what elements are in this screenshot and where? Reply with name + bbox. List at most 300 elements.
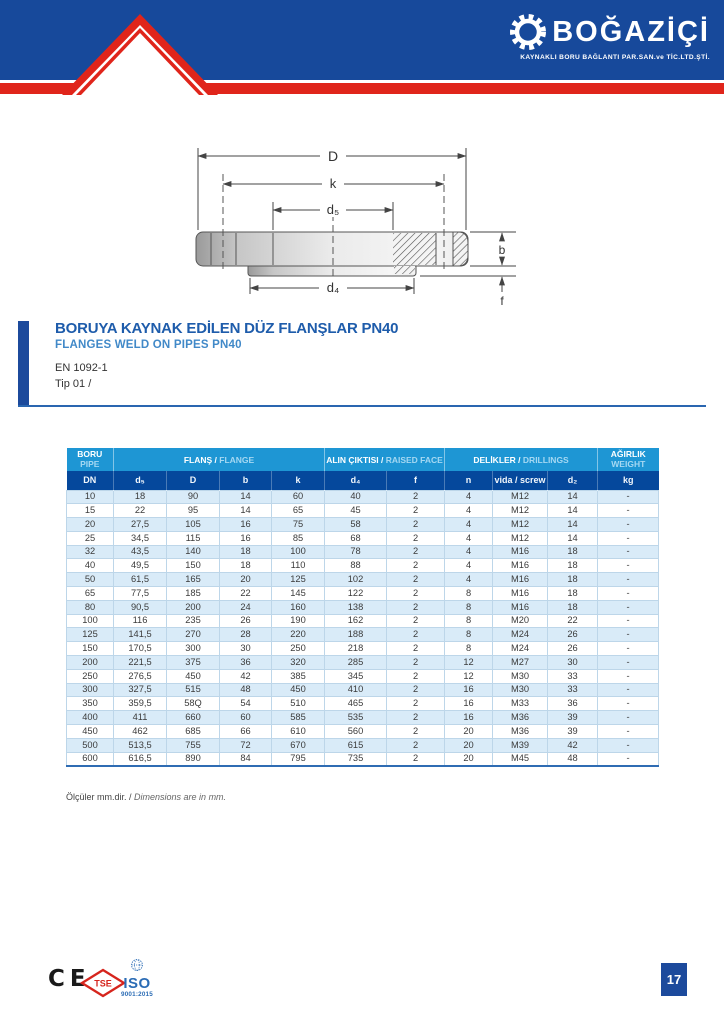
table-cell: 72	[220, 738, 272, 752]
table-cell: -	[598, 600, 659, 614]
flange-drawing-svg	[168, 126, 528, 311]
table-cell: 20	[445, 752, 493, 766]
table-cell: 54	[220, 697, 272, 711]
table-cell: -	[598, 697, 659, 711]
table-cell: 24	[220, 600, 272, 614]
table-cell: 20	[445, 725, 493, 739]
table-cell: -	[598, 573, 659, 587]
table-cell: 2	[387, 656, 445, 670]
table-row	[67, 504, 659, 518]
table-cell: 102	[325, 573, 387, 587]
table-cell: 95	[167, 504, 220, 518]
table-cell: M20	[493, 614, 548, 628]
table-cell: M12	[493, 504, 548, 518]
column-header: f	[387, 471, 445, 490]
table-cell: 12	[445, 669, 493, 683]
ce-mark-icon: CE	[48, 966, 91, 992]
table-cell: 450	[167, 669, 220, 683]
group-label-en: PIPE	[80, 458, 100, 469]
table-group-header-row	[67, 448, 659, 471]
table-cell: M16	[493, 600, 548, 614]
table-cell: M36	[493, 725, 548, 739]
table-cell: 105	[167, 518, 220, 532]
table-cell: 2	[387, 683, 445, 697]
table-cell: 276,5	[114, 669, 167, 683]
table-cell: M30	[493, 683, 548, 697]
table-cell: -	[598, 545, 659, 559]
table-row	[67, 490, 659, 504]
column-header: D	[167, 471, 220, 490]
table-cell: 75	[272, 518, 325, 532]
dim-label-D: D	[327, 148, 339, 164]
table-cell: 100	[67, 614, 114, 628]
table-cell: 2	[387, 600, 445, 614]
table-cell: -	[598, 738, 659, 752]
table-cell: -	[598, 725, 659, 739]
table-cell: -	[598, 642, 659, 656]
table-cell: 58Q	[167, 697, 220, 711]
table-cell: 2	[387, 738, 445, 752]
table-cell: 300	[67, 683, 114, 697]
table-cell: 162	[325, 614, 387, 628]
table-cell: 18	[548, 573, 598, 587]
table-cell: 385	[272, 669, 325, 683]
table-cell: 510	[272, 697, 325, 711]
table-row	[67, 725, 659, 739]
table-cell: -	[598, 518, 659, 532]
table-cell: 49,5	[114, 559, 167, 573]
table-row	[67, 545, 659, 559]
column-header: b	[220, 471, 272, 490]
table-cell: 60	[272, 490, 325, 504]
table-cell: 90	[167, 490, 220, 504]
table-cell: -	[598, 656, 659, 670]
standard-ref: EN 1092-1	[55, 362, 108, 374]
group-header-drillings	[445, 448, 598, 471]
table-cell: 795	[272, 752, 325, 766]
table-cell: 16	[220, 531, 272, 545]
column-header: d₅	[114, 471, 167, 490]
table-cell: 185	[167, 587, 220, 601]
table-cell: 2	[387, 504, 445, 518]
table-cell: 221,5	[114, 656, 167, 670]
table-cell: 65	[272, 504, 325, 518]
table-cell: 450	[272, 683, 325, 697]
page-number-badge: 17	[661, 963, 687, 996]
table-cell: 4	[445, 490, 493, 504]
group-label-en: RAISED FACE	[385, 454, 443, 465]
table-cell: 68	[325, 531, 387, 545]
table-cell: 39	[548, 711, 598, 725]
table-cell: 18	[548, 559, 598, 573]
table-cell: 500	[67, 738, 114, 752]
table-cell: 125	[272, 573, 325, 587]
table-cell: 14	[220, 490, 272, 504]
table-cell: -	[598, 628, 659, 642]
table-cell: 36	[548, 697, 598, 711]
title-accent-bar	[18, 321, 29, 407]
table-cell: 2	[387, 642, 445, 656]
table-cell: 18	[548, 545, 598, 559]
table-cell: 250	[272, 642, 325, 656]
table-cell: 40	[67, 559, 114, 573]
table-cell: 32	[67, 545, 114, 559]
table-cell: 285	[325, 656, 387, 670]
table-cell: 33	[548, 669, 598, 683]
table-cell: 34,5	[114, 531, 167, 545]
table-cell: 22	[548, 614, 598, 628]
dim-label-d4: d₄	[326, 280, 340, 295]
table-cell: 20	[445, 738, 493, 752]
table-cell: 27,5	[114, 518, 167, 532]
globe-icon	[129, 959, 145, 971]
table-cell: 410	[325, 683, 387, 697]
table-cell: 28	[220, 628, 272, 642]
table-cell: 140	[167, 545, 220, 559]
table-cell: 890	[167, 752, 220, 766]
table-cell: 85	[272, 531, 325, 545]
table-cell: M16	[493, 573, 548, 587]
table-row	[67, 518, 659, 532]
table-cell: M27	[493, 656, 548, 670]
table-cell: 141,5	[114, 628, 167, 642]
table-cell: 755	[167, 738, 220, 752]
table-cell: 42	[220, 669, 272, 683]
group-header-weight	[598, 448, 659, 471]
table-cell: 30	[220, 642, 272, 656]
table-cell: 8	[445, 600, 493, 614]
group-header-flange	[114, 448, 325, 471]
table-row	[67, 683, 659, 697]
table-cell: 8	[445, 587, 493, 601]
table-cell: M12	[493, 490, 548, 504]
table-cell: 250	[67, 669, 114, 683]
table-cell: 18	[548, 587, 598, 601]
table-cell: 18	[114, 490, 167, 504]
table-cell: 320	[272, 656, 325, 670]
table-cell: 14	[220, 504, 272, 518]
table-cell: 90,5	[114, 600, 167, 614]
table-cell: 270	[167, 628, 220, 642]
table-cell: 2	[387, 752, 445, 766]
table-row	[67, 697, 659, 711]
table-cell: M30	[493, 669, 548, 683]
table-cell: 2	[387, 614, 445, 628]
table-cell: 122	[325, 587, 387, 601]
table-cell: 345	[325, 669, 387, 683]
group-label-en: DRILLINGS	[522, 454, 569, 465]
group-label-tr: BORU	[77, 448, 103, 459]
group-header-pipe	[67, 448, 114, 471]
table-cell: 150	[67, 642, 114, 656]
table-row	[67, 669, 659, 683]
iso-logo	[115, 958, 159, 998]
table-cell: 2	[387, 545, 445, 559]
table-cell: 65	[67, 587, 114, 601]
table-cell: 40	[325, 490, 387, 504]
table-cell: 22	[114, 504, 167, 518]
table-cell: 4	[445, 518, 493, 532]
table-cell: 145	[272, 587, 325, 601]
table-cell: 33	[548, 683, 598, 697]
table-cell: 165	[167, 573, 220, 587]
table-cell: 359,5	[114, 697, 167, 711]
table-cell: 18	[220, 559, 272, 573]
table-cell: 610	[272, 725, 325, 739]
table-cell: M24	[493, 628, 548, 642]
table-cell: 685	[167, 725, 220, 739]
table-cell: 8	[445, 614, 493, 628]
company-logo	[442, 12, 710, 76]
table-cell: 160	[272, 600, 325, 614]
table-cell: M16	[493, 545, 548, 559]
table-cell: 10	[67, 490, 114, 504]
table-cell: 170,5	[114, 642, 167, 656]
table-cell: 15	[67, 504, 114, 518]
table-cell: 110	[272, 559, 325, 573]
table-cell: 465	[325, 697, 387, 711]
table-cell: 4	[445, 573, 493, 587]
table-cell: 2	[387, 559, 445, 573]
table-cell: 560	[325, 725, 387, 739]
table-cell: 66	[220, 725, 272, 739]
logo-tagline: KAYNAKLI BORU BAĞLANTI PAR.SAN.ve TİC.LTD.ŞTİ.	[520, 54, 710, 61]
table-cell: 735	[325, 752, 387, 766]
table-cell: 8	[445, 642, 493, 656]
header-banner	[0, 0, 724, 95]
group-label-tr: ALIN ÇIKTISI /	[326, 454, 384, 465]
table-cell: M39	[493, 738, 548, 752]
group-label-tr: FLANŞ /	[183, 454, 217, 465]
table-cell: -	[598, 490, 659, 504]
table-cell: 513,5	[114, 738, 167, 752]
page-title: BORUYA KAYNAK EDİLEN DÜZ FLANŞLAR PN40	[55, 320, 399, 337]
table-cell: M16	[493, 587, 548, 601]
tse-label: TSE	[94, 978, 112, 989]
table-cell: -	[598, 752, 659, 766]
type-ref: Tip 01 /	[55, 378, 92, 390]
table-cell: -	[598, 559, 659, 573]
table-row	[67, 559, 659, 573]
table-cell: 218	[325, 642, 387, 656]
dim-label-b: b	[498, 243, 506, 257]
table-cell: 200	[167, 600, 220, 614]
table-cell: 77,5	[114, 587, 167, 601]
table-cell: 26	[548, 642, 598, 656]
table-cell: 39	[548, 725, 598, 739]
table-cell: 200	[67, 656, 114, 670]
table-row	[67, 642, 659, 656]
table-cell: 535	[325, 711, 387, 725]
table-cell: 450	[67, 725, 114, 739]
table-cell: 60	[220, 711, 272, 725]
table-row	[67, 531, 659, 545]
table-cell: 125	[67, 628, 114, 642]
table-row	[67, 573, 659, 587]
table-cell: 43,5	[114, 545, 167, 559]
table-cell: 411	[114, 711, 167, 725]
column-header: n	[445, 471, 493, 490]
table-cell: 150	[167, 559, 220, 573]
table-cell: 2	[387, 711, 445, 725]
table-cell: 100	[272, 545, 325, 559]
table-cell: 12	[445, 656, 493, 670]
column-header: DN	[67, 471, 114, 490]
table-row	[67, 587, 659, 601]
table-row	[67, 600, 659, 614]
table-cell: 14	[548, 490, 598, 504]
table-cell: 515	[167, 683, 220, 697]
table-cell: M24	[493, 642, 548, 656]
gear-icon	[508, 12, 548, 52]
table-cell: 16	[445, 683, 493, 697]
table-cell: 188	[325, 628, 387, 642]
table-row	[67, 738, 659, 752]
table-cell: 4	[445, 559, 493, 573]
table-cell: 26	[220, 614, 272, 628]
table-cell: 375	[167, 656, 220, 670]
table-cell: 190	[272, 614, 325, 628]
table-cell: 30	[548, 656, 598, 670]
footnote-separator: /	[126, 792, 135, 802]
table-cell: 45	[325, 504, 387, 518]
group-header-raised-face	[325, 448, 445, 471]
table-cell: 42	[548, 738, 598, 752]
table-cell: 26	[548, 628, 598, 642]
iso-standard-label: 9001:2015	[121, 991, 153, 998]
table-cell: 2	[387, 697, 445, 711]
dim-label-d5: d₅	[326, 202, 340, 217]
table-cell: 48	[548, 752, 598, 766]
table-cell: 78	[325, 545, 387, 559]
table-cell: 16	[445, 697, 493, 711]
table-cell: M12	[493, 531, 548, 545]
table-cell: 138	[325, 600, 387, 614]
column-header: k	[272, 471, 325, 490]
table-cell: 2	[387, 531, 445, 545]
table-cell: 400	[67, 711, 114, 725]
table-row	[67, 628, 659, 642]
table-cell: 80	[67, 600, 114, 614]
table-cell: 36	[220, 656, 272, 670]
table-cell: 220	[272, 628, 325, 642]
table-cell: 2	[387, 669, 445, 683]
table-cell: 25	[67, 531, 114, 545]
table-column-header-row	[67, 471, 659, 490]
title-divider	[18, 405, 706, 407]
table-cell: 2	[387, 725, 445, 739]
flange-table-body	[67, 490, 659, 766]
table-cell: -	[598, 504, 659, 518]
table-cell: 88	[325, 559, 387, 573]
table-cell: 8	[445, 628, 493, 642]
table-cell: -	[598, 587, 659, 601]
table-row	[67, 752, 659, 766]
table-cell: M12	[493, 518, 548, 532]
column-header: kg	[598, 471, 659, 490]
table-cell: -	[598, 669, 659, 683]
footnote-en: Dimensions are in mm.	[134, 792, 227, 802]
table-row	[67, 711, 659, 725]
table-cell: 2	[387, 518, 445, 532]
footnote-tr: Ölçüler mm.dir.	[66, 792, 127, 802]
table-cell: 235	[167, 614, 220, 628]
table-cell: 2	[387, 490, 445, 504]
group-label-en: WEIGHT	[611, 458, 646, 469]
table-cell: 14	[548, 518, 598, 532]
column-header: vida / screw	[493, 471, 548, 490]
table-cell: 4	[445, 504, 493, 518]
table-cell: 350	[67, 697, 114, 711]
logo-text: BOĞAZİÇİ	[552, 15, 710, 48]
group-label-tr: AĞIRLIK	[610, 448, 646, 459]
table-row	[67, 656, 659, 670]
table-cell: -	[598, 683, 659, 697]
column-header: d₂	[548, 471, 598, 490]
group-label-en: FLANGE	[219, 454, 255, 465]
table-cell: 16	[220, 518, 272, 532]
table-row	[67, 614, 659, 628]
table-cell: M36	[493, 711, 548, 725]
table-cell: M45	[493, 752, 548, 766]
table-cell: 2	[387, 573, 445, 587]
table-cell: 61,5	[114, 573, 167, 587]
table-cell: 16	[445, 711, 493, 725]
iso-label: ISO	[123, 975, 151, 992]
table-cell: -	[598, 531, 659, 545]
table-cell: 84	[220, 752, 272, 766]
table-cell: 462	[114, 725, 167, 739]
table-cell: 20	[67, 518, 114, 532]
column-header: d₄	[325, 471, 387, 490]
table-cell: 300	[167, 642, 220, 656]
table-cell: 4	[445, 545, 493, 559]
table-cell: 58	[325, 518, 387, 532]
table-cell: M33	[493, 697, 548, 711]
table-cell: 2	[387, 628, 445, 642]
flange-table	[66, 448, 658, 767]
table-cell: 20	[220, 573, 272, 587]
dim-label-f: f	[500, 294, 504, 308]
table-cell: 600	[67, 752, 114, 766]
page-subtitle: FLANGES WELD ON PIPES PN40	[55, 339, 242, 351]
dim-label-k: k	[329, 176, 337, 191]
table-cell: 116	[114, 614, 167, 628]
table-cell: 115	[167, 531, 220, 545]
group-label-tr: DELİKLER /	[473, 454, 521, 465]
dimensions-footnote	[66, 792, 226, 802]
table-cell: M16	[493, 559, 548, 573]
table-cell: 14	[548, 531, 598, 545]
flange-drawing	[168, 126, 528, 316]
table-cell: 18	[220, 545, 272, 559]
table-cell: 4	[445, 531, 493, 545]
table-cell: 585	[272, 711, 325, 725]
table-cell: 50	[67, 573, 114, 587]
table-cell: -	[598, 614, 659, 628]
table-cell: 14	[548, 504, 598, 518]
table-cell: 615	[325, 738, 387, 752]
table-cell: 18	[548, 600, 598, 614]
table-cell: 48	[220, 683, 272, 697]
table-cell: 616,5	[114, 752, 167, 766]
table-cell: 22	[220, 587, 272, 601]
table-cell: -	[598, 711, 659, 725]
table-cell: 2	[387, 587, 445, 601]
table-cell: 327,5	[114, 683, 167, 697]
table-cell: 670	[272, 738, 325, 752]
table-cell: 660	[167, 711, 220, 725]
